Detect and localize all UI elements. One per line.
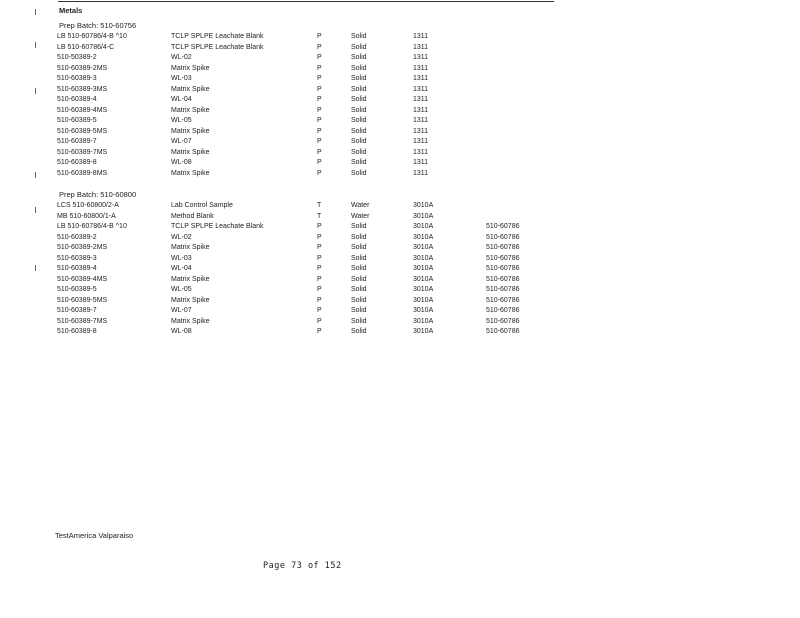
batch-title: Prep Batch: 510-60800 [59,190,137,199]
table-row [0,296,800,306]
cell-matrix: Solid [351,148,367,156]
cell-fr: P [317,223,322,230]
section-title: Metals [59,6,83,15]
table-row [0,53,800,63]
cell-fr: P [317,275,322,283]
cell-type: Lab Control Sample [171,202,233,209]
cell-type: WL-04 [171,265,192,272]
cell-id: 510-60389-4MS [57,106,108,114]
cell-matrix: Solid [351,85,367,93]
cell-matrix: Solid [351,54,367,61]
cell-type: TCLP SPLPE Leachate Blank [171,33,264,40]
cell-type: WL-02 [171,233,192,241]
cell-method: 1311 [413,138,429,145]
cell-method: 1311 [413,127,429,135]
batch-title: Prep Batch: 510-60756 [59,21,137,30]
cell-id: 510-60389-2MS [57,244,108,251]
table-row [0,169,800,179]
cell-method: 3010A [413,317,434,325]
cell-method: 3010A [413,286,434,293]
cell-matrix: Water [351,202,370,209]
cell-method: 3010A [413,265,434,272]
cell-type: WL-04 [171,96,192,103]
table-row [0,148,800,158]
cell-type: WL-05 [171,117,192,124]
top-rule [58,1,554,2]
table-row [0,158,800,168]
cell-matrix: Solid [351,127,367,135]
cell-id: 510-60389-7 [57,307,97,314]
cell-type: WL-07 [171,138,192,145]
cell-id: 510-60389-5MS [57,127,108,135]
cell-id: 510-60389-2MS [57,64,108,72]
cell-id: 510-60389-3MS [57,85,108,93]
cell-method: 1311 [413,169,429,177]
cell-fr: P [317,317,322,325]
cell-id: LCS 510-60800/2-A [57,202,119,209]
cell-fr: P [317,148,322,156]
cell-method: 1311 [413,106,429,114]
cell-matrix: Solid [351,328,367,335]
cell-method: 1311 [413,148,429,156]
cell-type: WL-08 [171,328,192,335]
cell-id: 510-60389-2 [57,233,97,241]
cell-method: 3010A [413,212,434,220]
cell-matrix: Solid [351,286,367,293]
cell-matrix: Solid [351,96,367,103]
cell-type: Method Blank [171,212,214,220]
cell-prep: 510-60786 [486,317,520,325]
cell-matrix: Solid [351,233,367,241]
cell-fr: P [317,64,322,72]
cell-fr: P [317,85,322,93]
cell-fr: P [317,265,322,272]
table-row [0,222,800,232]
cell-method: 3010A [413,254,434,262]
cell-type: TCLP SPLPE Leachate Blank [171,43,264,51]
table-row [0,233,800,243]
cell-id: 510-60389-3 [57,254,97,262]
cell-fr: P [317,33,322,40]
cell-fr: P [317,307,322,314]
cell-prep: 510-60786 [486,244,520,251]
cell-fr: P [317,106,322,114]
cell-matrix: Solid [351,106,367,114]
cell-fr: P [317,43,322,51]
cell-type: WL-05 [171,286,192,293]
cell-type: WL-03 [171,254,192,262]
cell-method: 3010A [413,307,434,314]
cell-matrix: Solid [351,223,367,230]
cell-method: 3010A [413,202,434,209]
cell-matrix: Solid [351,317,367,325]
cell-id: LB 510-60786/4-C [57,43,115,51]
cell-prep: 510-60786 [486,223,520,230]
cell-type: WL-03 [171,75,192,82]
cell-matrix: Solid [351,307,367,314]
cell-method: 3010A [413,223,434,230]
table-row [0,264,800,274]
cell-matrix: Solid [351,244,367,251]
cell-id: 510-60389-8MS [57,169,108,177]
table-row [0,74,800,84]
cell-method: 3010A [413,233,434,241]
cell-fr: P [317,117,322,124]
table-row [0,317,800,327]
cell-matrix: Water [351,212,370,220]
cell-id: LB 510-60786/4-B ^10 [57,223,127,230]
cell-id: 510-60389-5 [57,286,97,293]
table-row [0,285,800,295]
cell-method: 1311 [413,117,429,124]
cell-matrix: Solid [351,159,367,166]
cell-fr: P [317,54,322,61]
table-row [0,43,800,53]
cell-fr: P [317,233,322,241]
cell-matrix: Solid [351,296,367,304]
cell-fr: P [317,254,322,262]
cell-type: Matrix Spike [171,127,210,135]
cell-type: WL-07 [171,307,192,314]
cell-fr: P [317,138,322,145]
table-row [0,85,800,95]
cell-prep: 510-60786 [486,296,520,304]
table-row [0,32,800,42]
table-row [0,64,800,74]
table-row [0,212,800,222]
cell-type: WL-02 [171,54,192,61]
cell-matrix: Solid [351,33,367,40]
cell-id: 510-60389-3 [57,75,97,82]
margin-mark [35,9,36,15]
cell-fr: P [317,169,322,177]
cell-matrix: Solid [351,265,367,272]
cell-id: 510-60389-7MS [57,148,108,156]
table-row [0,137,800,147]
footer-company: TestAmerica Valparaiso [55,531,134,540]
page-number: Page 73 of 152 [263,561,342,571]
cell-method: 3010A [413,244,434,251]
cell-matrix: Solid [351,138,367,145]
table-row [0,275,800,285]
cell-type: Matrix Spike [171,106,210,114]
cell-fr: P [317,75,322,82]
cell-fr: P [317,328,322,335]
table-row [0,116,800,126]
cell-method: 1311 [413,75,429,82]
cell-method: 1311 [413,96,429,103]
cell-type: WL-08 [171,159,192,166]
cell-type: Matrix Spike [171,85,210,93]
cell-fr: P [317,127,322,135]
table-row [0,327,800,337]
cell-id: 510-50389-2 [57,54,97,61]
cell-type: Matrix Spike [171,275,210,283]
cell-fr: P [317,296,322,304]
cell-id: 510-60389-5MS [57,296,108,304]
cell-id: 510-60389-8 [57,159,97,166]
cell-method: 1311 [413,33,429,40]
table-row [0,306,800,316]
cell-method: 1311 [413,159,429,166]
cell-fr: P [317,96,322,103]
cell-id: 510-60389-7MS [57,317,108,325]
cell-id: LB 510-60786/4-B ^10 [57,33,127,40]
cell-prep: 510-60786 [486,265,520,272]
table-row [0,127,800,137]
cell-prep: 510-60786 [486,275,520,283]
cell-prep: 510-60786 [486,328,520,335]
cell-method: 1311 [413,64,429,72]
cell-fr: P [317,286,322,293]
cell-id: 510-60389-5 [57,117,97,124]
cell-type: TCLP SPLPE Leachate Blank [171,223,264,230]
cell-prep: 510-60786 [486,233,520,241]
cell-method: 3010A [413,296,434,304]
cell-fr: P [317,244,322,251]
cell-method: 1311 [413,85,429,93]
cell-type: Matrix Spike [171,244,210,251]
cell-matrix: Solid [351,64,367,72]
cell-id: 510-60389-8 [57,328,97,335]
cell-matrix: Solid [351,254,367,262]
cell-type: Matrix Spike [171,64,210,72]
cell-type: Matrix Spike [171,317,210,325]
cell-fr: T [317,202,322,209]
cell-prep: 510-60786 [486,254,520,262]
cell-type: Matrix Spike [171,169,210,177]
cell-matrix: Solid [351,169,367,177]
cell-id: 510-60389-4 [57,96,97,103]
cell-id: 510-60389-4MS [57,275,108,283]
table-row [0,106,800,116]
cell-matrix: Solid [351,275,367,283]
table-row [0,201,800,211]
cell-method: 3010A [413,328,434,335]
table-row [0,243,800,253]
cell-type: Matrix Spike [171,148,210,156]
cell-prep: 510-60786 [486,307,520,314]
cell-fr: P [317,159,322,166]
table-row [0,95,800,105]
cell-id: 510-60389-7 [57,138,97,145]
cell-method: 1311 [413,54,429,61]
cell-matrix: Solid [351,43,367,51]
table-row [0,254,800,264]
cell-prep: 510-60786 [486,286,520,293]
cell-id: MB 510-60800/1-A [57,212,116,220]
cell-fr: T [317,212,322,220]
cell-matrix: Solid [351,75,367,82]
cell-method: 3010A [413,275,434,283]
cell-id: 510-60389-4 [57,265,97,272]
cell-method: 1311 [413,43,429,51]
cell-matrix: Solid [351,117,367,124]
cell-type: Matrix Spike [171,296,210,304]
